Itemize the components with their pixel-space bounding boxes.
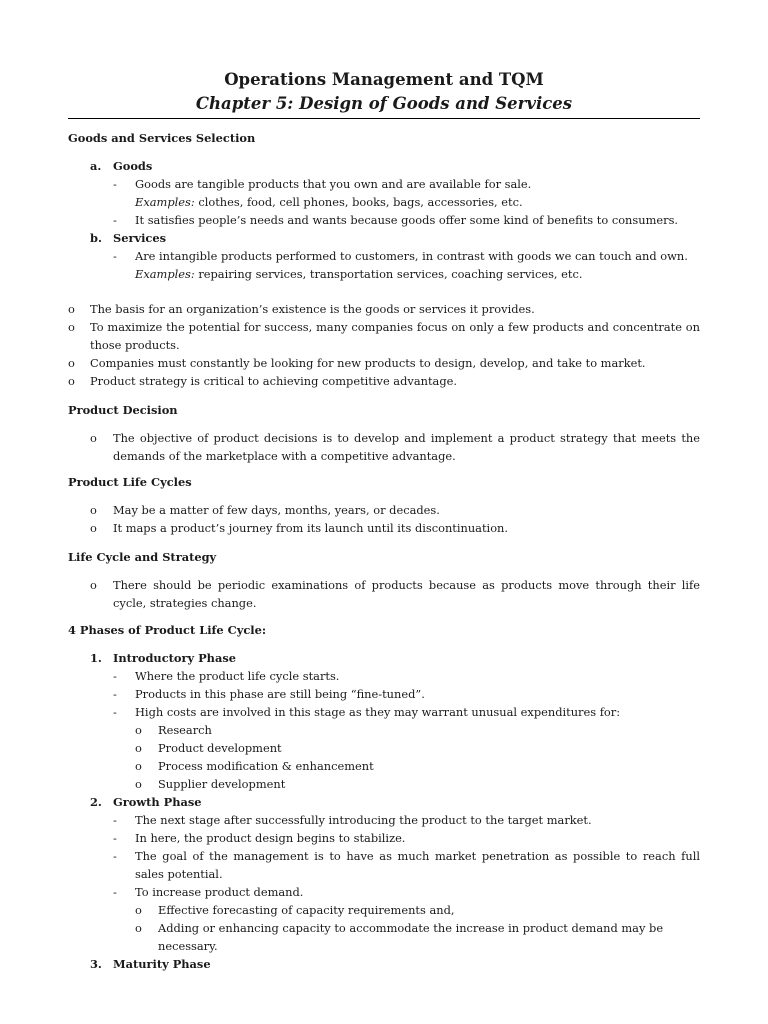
services-title: Services: [113, 231, 167, 245]
list-item: [68, 667, 700, 685]
services-examples-text: repairing services, transportation services, coaching services, etc.: [194, 267, 583, 281]
document-subtitle: Chapter 5: Design of Goods and Services: [195, 94, 573, 113]
examples-label: Examples:: [135, 267, 195, 281]
dash-marker: -: [113, 849, 117, 863]
phase-detail: The goal of the management is to have as much market penetration as possible to reach full sales potential.: [135, 849, 700, 881]
services-examples: [68, 265, 700, 283]
goods-examples: [68, 193, 700, 211]
list-item: [68, 883, 700, 901]
list-item-maturity-phase: [68, 955, 700, 973]
sub-item: Adding or enhancing capacity to accommodate the increase in product demand may be necessary.: [158, 921, 664, 953]
list-item: [68, 685, 700, 703]
bullet-marker: o: [135, 759, 142, 773]
examples-label: Examples:: [135, 195, 195, 209]
title-divider: [68, 118, 700, 119]
list-item-introductory-phase: [68, 649, 700, 667]
list-item-services: [68, 229, 700, 247]
list-item: [68, 703, 700, 721]
goods-examples-text: clothes, food, cell phones, books, bags, accessories, etc.: [194, 195, 523, 209]
list-item: [68, 318, 700, 354]
dash-marker: -: [113, 813, 117, 827]
list-item: [68, 811, 700, 829]
bullet-text: Companies must constantly be looking for new products to design, develop, and take to market.: [90, 356, 646, 370]
goods-bullet-1: Goods are tangible products that you own and are available for sale.: [135, 177, 532, 191]
list-item: [68, 919, 700, 955]
list-item: [68, 519, 700, 537]
list-item-goods: [68, 157, 700, 175]
list-marker: 3.: [90, 957, 102, 971]
list-marker: 2.: [90, 795, 102, 809]
dash-marker: -: [113, 831, 117, 845]
dash-marker: -: [113, 705, 117, 719]
list-marker: 1.: [90, 651, 102, 665]
bullet-marker: o: [90, 431, 97, 445]
phase-detail: Where the product life cycle starts.: [135, 669, 340, 683]
dash-marker: -: [113, 249, 117, 263]
bullet-text: May be a matter of few days, months, years, or decades.: [113, 503, 440, 517]
bullet-marker: o: [68, 356, 75, 370]
list-item: [68, 901, 700, 919]
bullet-marker: o: [68, 374, 75, 388]
bullet-marker: o: [90, 578, 97, 592]
services-bullet-1: Are intangible products performed to customers, in contrast with goods we can touch and own.: [135, 249, 688, 263]
phase-detail: In here, the product design begins to stabilize.: [135, 831, 406, 845]
list-item: [68, 501, 700, 519]
phase-title: Introductory Phase: [113, 651, 236, 665]
bullet-text: Product strategy is critical to achieving competitive advantage.: [90, 374, 457, 388]
list-item: [68, 429, 700, 465]
bullet-marker: o: [68, 302, 75, 316]
list-item: [68, 775, 700, 793]
list-item: [68, 247, 700, 265]
heading-four-phases: 4 Phases of Product Life Cycle:: [68, 623, 267, 637]
list-item: [68, 211, 700, 229]
list-item: [68, 354, 700, 372]
sub-item: Process modification & enhancement: [158, 759, 374, 773]
dash-marker: -: [113, 687, 117, 701]
sub-item: Effective forecasting of capacity requirements and,: [158, 903, 455, 917]
sub-item: Research: [158, 723, 212, 737]
phase-detail: The next stage after successfully introducing the product to the target market.: [135, 813, 592, 827]
bullet-marker: o: [90, 521, 97, 535]
list-item: [68, 829, 700, 847]
bullet-marker: o: [135, 921, 142, 935]
phase-detail: Products in this phase are still being “fine-tuned”.: [135, 687, 425, 701]
bullet-marker: o: [68, 320, 75, 334]
list-item: [68, 300, 700, 318]
dash-marker: -: [113, 885, 117, 899]
bullet-text: The objective of product decisions is to develop and implement a product strategy that meets the demands of the marketplace with a competitive advantage.: [113, 431, 700, 463]
heading-life-cycle-strategy: Life Cycle and Strategy: [68, 550, 217, 564]
list-item: [68, 576, 700, 612]
bullet-marker: o: [135, 777, 142, 791]
list-marker: a.: [90, 159, 102, 173]
heading-product-decision: Product Decision: [68, 403, 178, 417]
phase-title: Maturity Phase: [113, 957, 211, 971]
sub-item: Supplier development: [158, 777, 286, 791]
bullet-text: There should be periodic examinations of products because as products move through their life cycle, strategies change.: [113, 578, 700, 610]
bullet-text: To maximize the potential for success, many companies focus on only a few products and concentrate on those products.: [90, 320, 700, 352]
list-item: [68, 847, 700, 883]
bullet-text: It maps a product’s journey from its launch until its discontinuation.: [113, 521, 509, 535]
list-item: [68, 175, 700, 193]
sub-item: Product development: [158, 741, 282, 755]
bullet-text: The basis for an organization’s existence is the goods or services it provides.: [90, 302, 535, 316]
bullet-marker: o: [90, 503, 97, 517]
goods-title: Goods: [113, 159, 153, 173]
goods-bullet-2: It satisfies people’s needs and wants because goods offer some kind of benefits to consumers.: [135, 213, 679, 227]
list-item: [68, 757, 700, 775]
list-item: [68, 721, 700, 739]
heading-goods-services-selection: Goods and Services Selection: [68, 131, 256, 145]
bullet-marker: o: [135, 741, 142, 755]
dash-marker: -: [113, 213, 117, 227]
phase-title: Growth Phase: [113, 795, 202, 809]
bullet-marker: o: [135, 903, 142, 917]
phase-detail: High costs are involved in this stage as they may warrant unusual expenditures for:: [135, 705, 621, 719]
dash-marker: -: [113, 669, 117, 683]
list-item: [68, 739, 700, 757]
document-page: [68, 66, 700, 973]
bullet-marker: o: [135, 723, 142, 737]
dash-marker: -: [113, 177, 117, 191]
heading-product-life-cycles: Product Life Cycles: [68, 475, 192, 489]
document-title: Operations Management and TQM: [224, 70, 544, 89]
list-marker: b.: [90, 231, 102, 245]
list-item: [68, 372, 700, 390]
phase-detail: To increase product demand.: [135, 885, 304, 899]
list-item-growth-phase: [68, 793, 700, 811]
